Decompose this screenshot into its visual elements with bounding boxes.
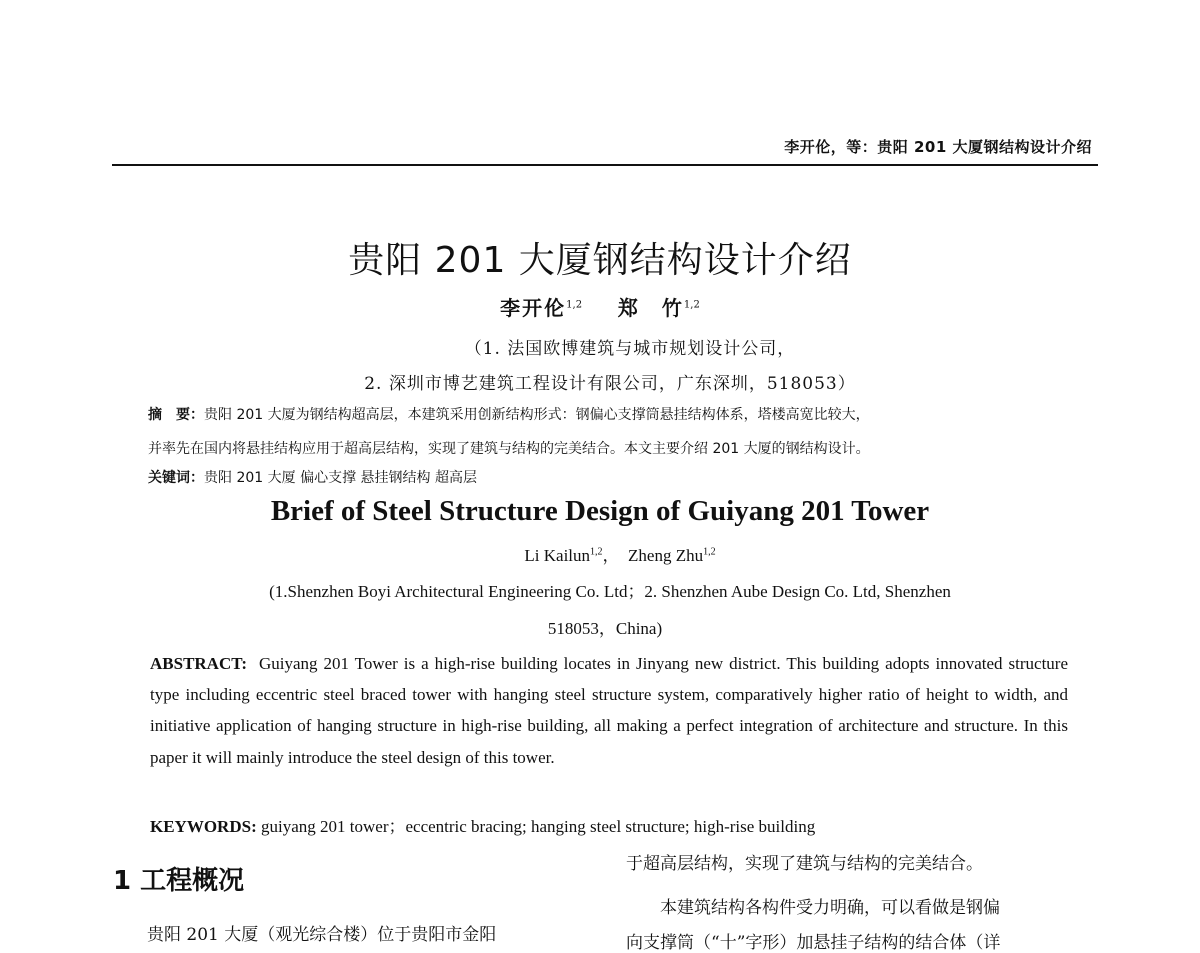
abstract-cn-line2: 并率先在国内将悬挂结构应用于超高层结构，实现了建筑与结构的完美结合。本文主要介绍 201 大厦的钢结构设计。	[148, 441, 870, 457]
author-2-cn: 郑 竹	[617, 296, 684, 320]
affiliation-en-line2: 518053，China)	[547, 619, 663, 638]
author-1-cn-sup: 1,2	[566, 299, 583, 311]
author-1-cn: 李开伦	[500, 296, 567, 320]
abstract-cn-line1	[148, 404, 1088, 424]
affiliation-en-line1: (1.Shenzhen Boyi Architectural Engineering Co. Ltd；2. Shenzhen Aube Design Co. Ltd, Shenzhen	[269, 582, 951, 601]
affiliation-cn-line2: 2. 深圳市博艺建筑工程设计有限公司，广东深圳，518053）	[364, 374, 856, 394]
author-1-en: Li Kailun	[524, 546, 591, 565]
authors-chinese	[0, 292, 1200, 321]
keywords-en-label: KEYWORDS	[150, 817, 252, 836]
body-right-line3: 向支撑筒（“十”字形）加悬挂子结构的结合体（详	[626, 933, 1001, 953]
title-chinese: 贵阳 201 大厦钢结构设计介绍	[348, 240, 852, 281]
authors-english	[20, 541, 1200, 566]
abstract-english: ABSTRACT: Guiyang 201 Tower is a high-rise building locates in Jinyang new district. This building adopts innovated structure type including eccentric steel braced tower with hanging steel structure system, comparatively higher ratio of height to width, and initiative application of hanging structure in high-rise building, all making a perfect integration of architecture and structure. In this paper it will mainly introduce the steel design of this tower.	[150, 654, 1068, 767]
body-left-line1: 贵阳 201 大厦（观光综合楼）位于贵阳市金阳	[147, 925, 497, 945]
abstract-en-text: Guiyang 201 Tower is a high-rise building locates in Jinyang new district. This building adopts innovated structure type including eccentric steel braced tower with hanging steel structure system, comparatively higher ratio of height to width, and initiative application of hanging structure in high-rise building, all making a perfect integration of architecture and structure. In this paper it will mainly introduce the steel design of this tower.	[150, 654, 1068, 767]
keywords-en-text: guiyang 201 tower；eccentric bracing; hanging steel structure; high-rise building	[261, 817, 816, 836]
author-1-en-sup: 1,2	[590, 546, 603, 558]
keywords-cn-label: 关键词：	[148, 470, 204, 486]
body-right-line1: 于超高层结构，实现了建筑与结构的完美结合。	[626, 854, 983, 874]
affiliation-cn-line1: （1. 法国欧博建筑与城市规划设计公司，	[464, 339, 796, 359]
abstract-en-label: ABSTRACT	[150, 654, 242, 673]
author-2-en: Zheng Zhu	[628, 546, 704, 565]
keywords-cn	[148, 467, 1088, 487]
author-2-cn-sup: 1,2	[683, 299, 700, 311]
author-separator: ，	[602, 546, 620, 565]
body-right-line2: 本建筑结构各构件受力明确，可以看做是钢偏	[660, 898, 1000, 918]
running-head: 李开伦，等：贵阳 201 大厦钢结构设计介绍	[784, 138, 1092, 156]
header-rule	[112, 164, 1098, 166]
abstract-cn-text-1: 贵阳 201 大厦为钢结构超高层，本建筑采用创新结构形式：钢偏心支撑筒悬挂结构体系，塔楼高宽比较大，	[204, 407, 870, 423]
abstract-cn-label: 摘 要：	[148, 407, 204, 423]
keywords-english: KEYWORDS: guiyang 201 tower；eccentric bracing; hanging steel structure; high-rise building	[150, 817, 816, 836]
keywords-cn-text: 贵阳 201 大厦 偏心支撑 悬挂钢结构 超高层	[204, 470, 477, 486]
title-english: Brief of Steel Structure Design of Guiyang 201 Tower	[270, 495, 930, 527]
section-1-heading: 1 工程概况	[113, 866, 245, 896]
author-2-en-sup: 1,2	[703, 546, 716, 558]
